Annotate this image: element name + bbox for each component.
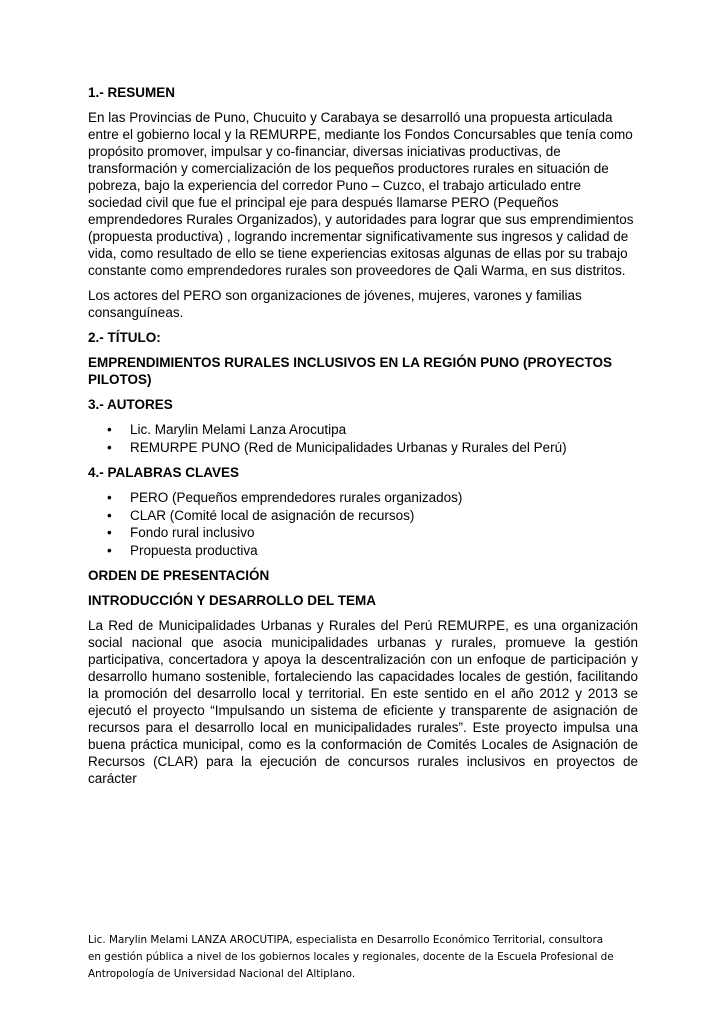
section-heading-palabras-claves: 4.- PALABRAS CLAVES	[88, 465, 240, 480]
page-footer	[88, 932, 648, 983]
footer-line: Antropología de Universidad Nacional del Altiplano.	[88, 968, 356, 980]
bullet-icon: •	[107, 439, 112, 455]
document-title: EMPRENDIMIENTOS RURALES INCLUSIVOS EN LA REGIÓN PUNO (PROYECTOS PILOTOS)	[88, 355, 613, 387]
bullet-icon: •	[107, 490, 112, 505]
footer-line: en gestión pública a nivel de los gobiernos locales y regionales, docente de la Escuela Profesional de	[88, 951, 614, 963]
keyword: Fondo rural inclusivo	[130, 525, 255, 540]
resumen-paragraph-2: Los actores del PERO son organizaciones de jóvenes, mujeres, varones y familias consanguíneas.	[88, 288, 582, 320]
introduccion-paragraph: La Red de Municipalidades Urbanas y Rurales del Perú REMURPE, es una organización social nacional que asocia municipalidades urbanas y rurales, promueve la gestión participativa, concertadora y apoya la descentralización con un enfoque de participación y desarrollo humano sostenible, fortaleciendo las capacidades locales de gestión, facilitando la promoción del desarrollo local y territorial. En este sentido en el año 2012 y 2013 se ejecutó el proyecto “Impulsando un sistema de eficiente y transparente de asignación de recursos para el desarrollo local en municipalidades rurales”. Este proyecto impulsa una buena práctica municipal, como es la conformación de Comités Locales de Asignación de Recursos (CLAR) para la ejecución de concursos rurales inclusivos en proyectos de carácter	[88, 618, 638, 786]
bullet-icon: •	[107, 542, 112, 558]
keywords-list	[88, 489, 638, 559]
author-name: REMURPE PUNO (Red de Municipalidades Urbanas y Rurales del Perú)	[130, 439, 567, 455]
document-body	[88, 84, 638, 795]
list-item	[88, 421, 638, 439]
section-heading-resumen: 1.- RESUMEN	[88, 85, 176, 100]
keyword: Propuesta productiva	[130, 542, 258, 558]
section-heading-introduccion: INTRODUCCIÓN Y DESARROLLO DEL TEMA	[88, 593, 377, 608]
list-item	[88, 489, 638, 507]
author-name: Lic. Marylin Melami Lanza Arocutipa	[130, 422, 347, 437]
section-heading-titulo: 2.- TÍTULO:	[88, 330, 161, 345]
bullet-icon: •	[107, 507, 112, 523]
authors-list	[88, 421, 638, 456]
keyword: PERO (Pequeños emprendedores rurales organizados)	[130, 490, 463, 505]
list-item	[88, 507, 638, 525]
keyword: CLAR (Comité local de asignación de recursos)	[130, 507, 415, 523]
footer-line: Lic. Marylin Melami LANZA AROCUTIPA, especialista en Desarrollo Económico Territorial, consultora	[88, 934, 604, 946]
bullet-icon: •	[107, 525, 112, 540]
list-item	[88, 439, 638, 457]
section-heading-autores: 3.- AUTORES	[88, 397, 173, 412]
list-item	[88, 524, 638, 542]
list-item	[88, 542, 638, 560]
section-heading-orden: ORDEN DE PRESENTACIÓN	[88, 568, 270, 583]
bullet-icon: •	[107, 422, 112, 437]
resumen-paragraph-1: En las Provincias de Puno, Chucuito y Carabaya se desarrolló una propuesta articulada entre el gobierno local y la REMURPE, mediante los Fondos Concursables que tenía como propósito promover, impulsar y co-financiar, diversas iniciativas productivas, de transformación y comercialización de los pequeños productores rurales en situación de pobreza, bajo la experiencia del corredor Puno – Cuzco, el trabajo articulado entre sociedad civil que fue el principal eje para después llamarse PERO (Pequeños emprendedores Rurales Organizados), y autoridades para lograr que sus emprendimientos (propuesta productiva) , logrando incrementar significativamente sus ingresos y calidad de vida, como resultado de ello se tiene experiencias exitosas algunas de ellas por su trabajo constante como emprendedores rurales son proveedores de Qali Warma, en sus distritos.	[88, 110, 634, 278]
